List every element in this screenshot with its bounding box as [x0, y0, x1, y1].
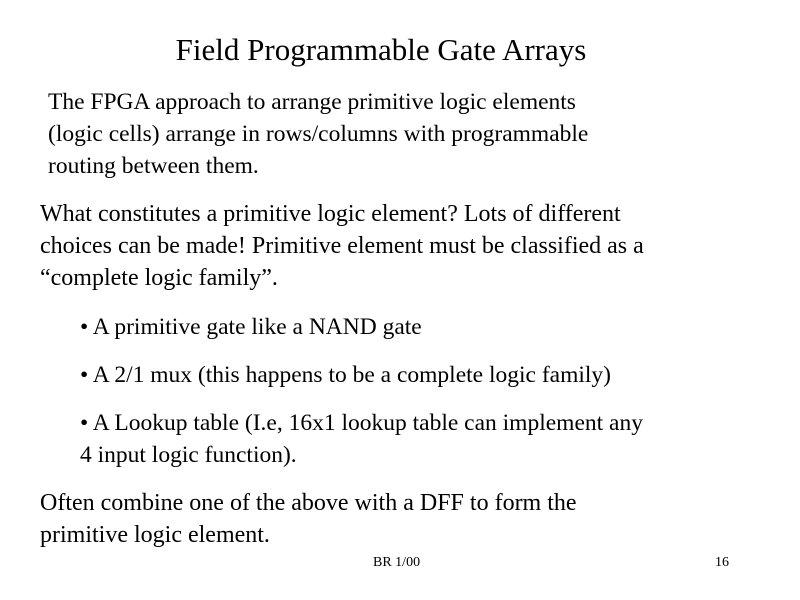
intro-line: (logic cells) arrange in rows/columns with programmable — [48, 121, 589, 147]
intro-line: The FPGA approach to arrange primitive logic elements — [48, 89, 576, 115]
bullet-item-nand — [80, 311, 422, 343]
conclusion-line: primitive logic element. — [40, 522, 270, 548]
slide-title: Field Programmable Gate Arrays — [175, 32, 587, 67]
footer-author-date: BR 1/00 — [373, 555, 421, 570]
conclusion-paragraph — [40, 487, 577, 551]
question-paragraph — [40, 198, 644, 294]
bullet-item-lookup-table — [80, 407, 643, 471]
bullet-item-mux — [80, 359, 611, 391]
intro-line: routing between them. — [48, 153, 259, 179]
question-line: What constitutes a primitive logic element? Lots of different — [40, 201, 621, 227]
bullet-line: • A primitive gate like a NAND gate — [80, 314, 422, 340]
footer-page-number: 16 — [715, 555, 729, 570]
bullet-line: • A 2/1 mux (this happens to be a complete logic family) — [80, 362, 611, 388]
conclusion-line: Often combine one of the above with a DFF to form the — [40, 490, 577, 516]
intro-paragraph — [48, 86, 588, 182]
question-line: “complete logic family”. — [40, 265, 278, 291]
bullet-line: 4 input logic function). — [80, 442, 297, 468]
question-line: choices can be made! Primitive element must be classified as a — [40, 233, 644, 259]
bullet-line: • A Lookup table (I.e, 16x1 lookup table can implement any — [80, 410, 643, 436]
